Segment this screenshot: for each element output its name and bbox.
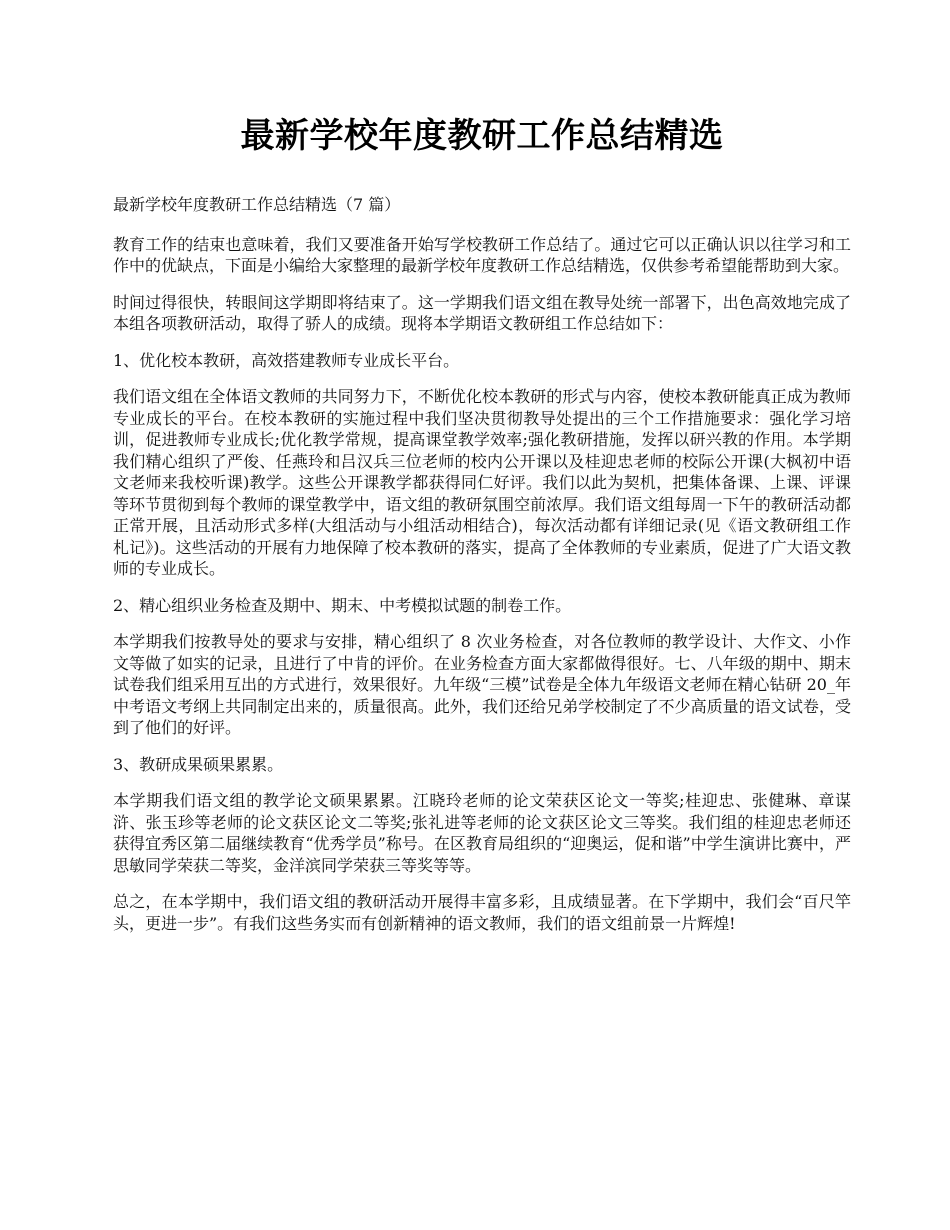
document-title: 最新学校年度教研工作总结精选 — [240, 116, 724, 156]
paragraph-section-3: 本学期我们语文组的教学论文硕果累累。江晓玲老师的论文荣获区论文一等奖;桂迎忠、张健琳、章谋浒、张玉珍等老师的论文获区论文二等奖;张礼进等老师的论文获区论文三等奖。我们组的桂迎忠老师还获得宜秀区第二届继续教育“优秀学员”称号。在区教育局组织的“迎奥运，促和谐”中学生演讲比赛中，严思敏同学荣获二等奖，金洋滨同学荣获三等奖等等。 — [113, 791, 851, 875]
document-page — [113, 112, 851, 949]
section-heading-1: 1、优化校本教研，高效搭建教师专业成长平台。 — [113, 350, 460, 370]
paragraph-section-2: 本学期我们按教导处的要求与安排，精心组织了 8 次业务检查，对各位教师的教学设计、大作文、小作文等做了如实的记录，且进行了中肯的评价。在业务检查方面大家都做得很好。七、八年级的期中、期末试卷我们组采用互出的方式进行，效果很好。九年级“三模”试卷是全体九年级语文老师在精心钻研 20_年中考语文考纲上共同制定出来的，质量很高。此外，我们还给兄弟学校制定了不少高质量的语文试卷，受到了他们的好评。 — [113, 632, 851, 737]
document-subtitle: 最新学校年度教研工作总结精选（7 篇） — [113, 195, 401, 214]
section-heading-3: 3、教研成果硕果累累。 — [113, 754, 284, 774]
paragraph-section-1: 我们语文组在全体语文教师的共同努力下，不断优化校本教研的形式与内容，使校本教研能真正成为教师专业成长的平台。在校本教研的实施过程中我们坚决贯彻教导处提出的三个工作措施要求：强化学习培训，促进教师专业成长;优化教学常规，提高课堂教学效率;强化教研措施，发挥以研兴教的作用。本学期我们精心组织了严俊、任燕玲和吕汉兵三位老师的校内公开课以及桂迎忠老师的校际公开课(大枫初中语文老师来我校听课)教学。这些公开课教学都获得同仁好评。我们以此为契机，把集体备课、上课、评课等环节贯彻到每个教师的课堂教学中，语文组的教研氛围空前浓厚。我们语文组每周一下午的教研活动都正常开展，且活动形式多样(大组活动与小组活动相结合)，每次活动都有详细记录(见《语文教研组工作札记》)。这些活动的开展有力地保障了校本教研的落实，提高了全体教师的专业素质，促进了广大语文教师的专业成长。 — [113, 387, 851, 578]
paragraph-conclusion: 总之，在本学期中，我们语文组的教研活动开展得丰富多彩，且成绩显著。在下学期中，我们会“百尺竿头，更进一步”。有我们这些务实而有创新精神的语文教师，我们的语文组前景一片辉煌! — [113, 892, 851, 933]
section-heading-2: 2、精心组织业务检查及期中、期末、中考模拟试题的制卷工作。 — [113, 595, 572, 615]
paragraph-opening: 时间过得很快，转眼间这学期即将结束了。这一学期我们语文组在教导处统一部署下，出色高效地完成了本组各项教研活动，取得了骄人的成绩。现将本学期语文教研组工作总结如下： — [113, 292, 851, 333]
paragraph-intro: 教育工作的结束也意味着，我们又要准备开始写学校教研工作总结了。通过它可以正确认识以往学习和工作中的优缺点，下面是小编给大家整理的最新学校年度教研工作总结精选，仅供参考希望能帮助到大家。 — [113, 234, 851, 275]
